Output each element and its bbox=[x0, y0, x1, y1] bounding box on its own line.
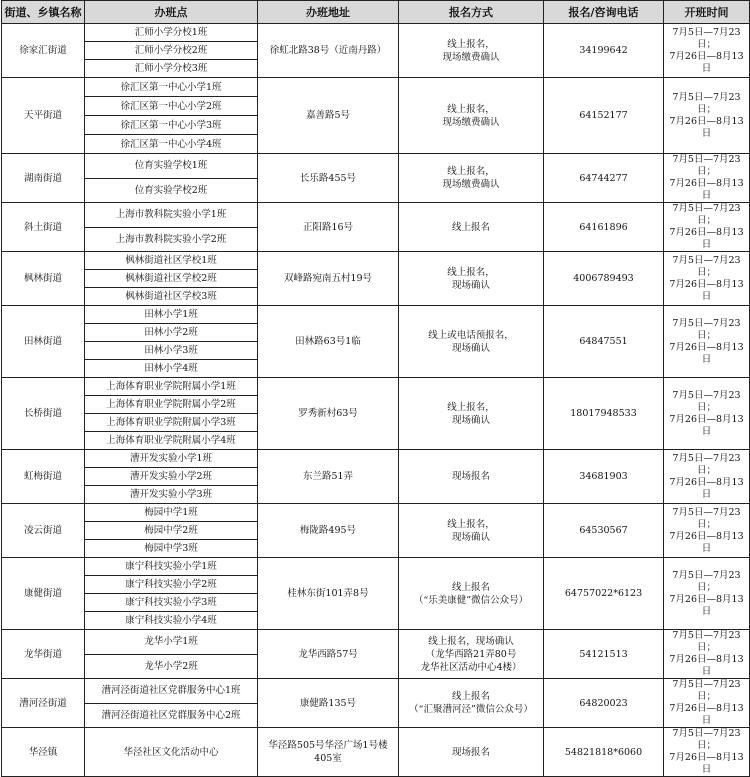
district-cell: 龙华街道 bbox=[2, 630, 85, 679]
site-cell: 枫林街道社区学校3班 bbox=[85, 288, 258, 306]
method-line: 线上报名， bbox=[447, 38, 495, 50]
site-cell: 上海体育职业学院附属小学4班 bbox=[85, 432, 258, 450]
district-cell: 田林街道 bbox=[2, 306, 85, 378]
site-cell: 华泾社区文化活动中心 bbox=[85, 728, 258, 777]
method-line: 现场缴费确认 bbox=[442, 116, 500, 128]
method-cell bbox=[399, 504, 544, 558]
phone-cell: 64744277 bbox=[544, 154, 664, 203]
phone-cell: 64152177 bbox=[544, 78, 664, 154]
time-line: 7月26日—8月13日 bbox=[669, 413, 744, 437]
method-line: 现场确认 bbox=[451, 342, 490, 354]
table-row bbox=[2, 378, 750, 396]
method-line: 线上报名，现场确认 bbox=[428, 635, 514, 647]
time-line: 7月5日—7月23日； bbox=[672, 91, 741, 115]
table-row bbox=[2, 679, 750, 704]
site-cell: 汇师小学分校3班 bbox=[85, 60, 258, 78]
time-line: 7月5日—7月23日； bbox=[672, 317, 741, 341]
table-row bbox=[2, 728, 750, 777]
method-line: 现场报名 bbox=[451, 746, 490, 758]
phone-cell: 64757022*6123 bbox=[544, 558, 664, 630]
time-cell bbox=[664, 306, 750, 378]
method-cell bbox=[399, 450, 544, 504]
site-cell: 漕开发实验小学1班 bbox=[85, 450, 258, 468]
site-cell: 田林小学3班 bbox=[85, 342, 258, 360]
phone-cell: 64161896 bbox=[544, 203, 664, 252]
phone-cell: 18017948533 bbox=[544, 378, 664, 450]
table-row bbox=[2, 504, 750, 522]
method-cell bbox=[399, 378, 544, 450]
table-row bbox=[2, 450, 750, 468]
method-cell bbox=[399, 630, 544, 679]
site-cell: 上海体育职业学院附属小学1班 bbox=[85, 378, 258, 396]
time-line: 7月26日—8月13日 bbox=[669, 278, 744, 302]
header-address: 办班地址 bbox=[258, 1, 399, 24]
district-cell: 徐家汇街道 bbox=[2, 24, 85, 78]
method-line: 龙华社区活动中心4楼） bbox=[420, 661, 522, 673]
address-cell: 康健路135号 bbox=[258, 679, 399, 728]
header-time: 开班时间 bbox=[664, 1, 750, 24]
method-line: 线上或电话预报名， bbox=[428, 329, 514, 341]
time-cell bbox=[664, 679, 750, 728]
phone-cell: 54821818*6060 bbox=[544, 728, 664, 777]
district-cell: 华泾镇 bbox=[2, 728, 85, 777]
method-line: 线上报名， bbox=[447, 166, 495, 177]
site-cell: 枫林街道社区学校1班 bbox=[85, 252, 258, 270]
address-cell: 龙华西路57号 bbox=[258, 630, 399, 679]
time-cell bbox=[664, 378, 750, 450]
method-line: 线上报名， bbox=[447, 103, 495, 115]
district-cell: 康健街道 bbox=[2, 558, 85, 630]
method-line: 现场缴费确认 bbox=[442, 51, 500, 63]
method-line: （龙华西路21弄80号 bbox=[425, 648, 517, 660]
time-line: 7月26日—8月13日 bbox=[669, 50, 744, 74]
phone-cell: 4006789493 bbox=[544, 252, 664, 306]
method-line: 现场确认 bbox=[451, 531, 490, 543]
header-site: 办班点 bbox=[85, 1, 258, 24]
table-row bbox=[2, 203, 750, 228]
enrollment-table bbox=[1, 0, 750, 777]
method-line: （“汇聚漕河泾”微信公众号） bbox=[409, 704, 533, 715]
time-line: 7月26日—8月13日 bbox=[669, 703, 744, 726]
table-row bbox=[2, 24, 750, 42]
time-cell bbox=[664, 252, 750, 306]
method-cell bbox=[399, 78, 544, 154]
district-cell: 斜土街道 bbox=[2, 203, 85, 252]
time-line: 7月5日—7月23日； bbox=[672, 630, 741, 653]
method-cell bbox=[399, 558, 544, 630]
time-line: 7月5日—7月23日； bbox=[672, 203, 741, 226]
time-line: 7月5日—7月23日； bbox=[672, 569, 741, 593]
address-cell: 田林路63号1临 bbox=[258, 306, 399, 378]
header-method: 报名方式 bbox=[399, 1, 544, 24]
address-cell: 梅陇路495号 bbox=[258, 504, 399, 558]
site-cell: 徐汇区第一中心小学1班 bbox=[85, 78, 258, 97]
district-cell: 湖南街道 bbox=[2, 154, 85, 203]
site-cell: 上海市教科院实验小学2班 bbox=[85, 227, 258, 252]
time-cell bbox=[664, 504, 750, 558]
site-cell: 漕河泾街道社区党群服务中心1班 bbox=[85, 679, 258, 704]
time-line: 7月26日—8月13日 bbox=[669, 530, 744, 554]
phone-cell: 64530567 bbox=[544, 504, 664, 558]
site-cell: 田林小学4班 bbox=[85, 360, 258, 378]
time-line: 7月5日—7月23日； bbox=[672, 506, 741, 530]
district-cell: 虹梅街道 bbox=[2, 450, 85, 504]
site-cell: 漕开发实验小学3班 bbox=[85, 486, 258, 504]
time-cell bbox=[664, 558, 750, 630]
address-cell: 双峰路宛南五村19号 bbox=[258, 252, 399, 306]
site-cell: 漕河泾街道社区党群服务中心2班 bbox=[85, 703, 258, 728]
method-line: 线上报名 bbox=[451, 581, 490, 593]
time-cell bbox=[664, 203, 750, 252]
site-cell: 田林小学2班 bbox=[85, 324, 258, 342]
time-line: 7月26日—8月13日 bbox=[669, 593, 744, 617]
district-cell: 枫林街道 bbox=[2, 252, 85, 306]
address-cell: 徐虹北路38号（近南丹路） bbox=[258, 24, 399, 78]
site-cell: 梅园中学3班 bbox=[85, 540, 258, 558]
method-line: 线上报名 bbox=[451, 221, 490, 233]
method-cell bbox=[399, 252, 544, 306]
address-cell: 长乐路455号 bbox=[258, 154, 399, 203]
table-row bbox=[2, 154, 750, 179]
header-district: 街道、乡镇名称 bbox=[2, 1, 85, 24]
method-line: 现场报名 bbox=[451, 471, 490, 482]
time-line: 7月5日—7月23日； bbox=[672, 679, 741, 702]
time-line: 7月26日—8月13日 bbox=[669, 752, 744, 775]
time-cell bbox=[664, 630, 750, 679]
address-cell: 东兰路51弄 bbox=[258, 450, 399, 504]
method-line: 线上报名， bbox=[447, 266, 495, 278]
table-body bbox=[2, 24, 750, 777]
method-line: 现场确认 bbox=[451, 414, 490, 426]
method-line: 线上报名， bbox=[447, 518, 495, 530]
site-cell: 位育实验学校1班 bbox=[85, 154, 258, 179]
table-row bbox=[2, 78, 750, 97]
time-line: 7月26日—8月13日 bbox=[669, 115, 744, 139]
method-line: 现场确认 bbox=[451, 279, 490, 291]
time-line: 7月26日—8月13日 bbox=[669, 654, 744, 677]
site-cell: 上海市教科院实验小学1班 bbox=[85, 203, 258, 228]
method-cell bbox=[399, 24, 544, 78]
time-line: 7月26日—8月13日 bbox=[669, 178, 744, 201]
time-line: 7月26日—8月13日 bbox=[669, 341, 744, 365]
site-cell: 康宁科技实验小学4班 bbox=[85, 612, 258, 630]
site-cell: 康宁科技实验小学2班 bbox=[85, 576, 258, 594]
time-line: 7月5日—7月23日； bbox=[672, 389, 741, 413]
time-cell bbox=[664, 450, 750, 504]
site-cell: 田林小学1班 bbox=[85, 306, 258, 324]
address-cell: 华泾路505号华泾广场1号楼405室 bbox=[258, 728, 399, 777]
site-cell: 汇师小学分校1班 bbox=[85, 24, 258, 42]
time-line: 7月5日—7月23日； bbox=[672, 154, 741, 177]
method-line: 线上报名 bbox=[451, 691, 490, 702]
site-cell: 梅园中学1班 bbox=[85, 504, 258, 522]
table-row bbox=[2, 306, 750, 324]
table-row bbox=[2, 252, 750, 270]
site-cell: 上海体育职业学院附属小学2班 bbox=[85, 396, 258, 414]
phone-cell: 34681903 bbox=[544, 450, 664, 504]
time-line: 7月5日—7月23日； bbox=[672, 254, 741, 278]
district-cell: 天平街道 bbox=[2, 78, 85, 154]
phone-cell: 64847551 bbox=[544, 306, 664, 378]
method-cell bbox=[399, 728, 544, 777]
time-line: 7月5日—7月23日； bbox=[672, 728, 741, 751]
site-cell: 梅园中学2班 bbox=[85, 522, 258, 540]
site-cell: 徐汇区第一中心小学3班 bbox=[85, 116, 258, 135]
method-cell bbox=[399, 679, 544, 728]
site-cell: 汇师小学分校2班 bbox=[85, 42, 258, 60]
time-cell bbox=[664, 154, 750, 203]
table-row bbox=[2, 558, 750, 576]
time-cell bbox=[664, 728, 750, 777]
address-cell: 正阳路16号 bbox=[258, 203, 399, 252]
site-cell: 漕开发实验小学2班 bbox=[85, 468, 258, 486]
method-cell bbox=[399, 306, 544, 378]
phone-cell: 64820023 bbox=[544, 679, 664, 728]
site-cell: 位育实验学校2班 bbox=[85, 178, 258, 203]
district-cell: 长桥街道 bbox=[2, 378, 85, 450]
header-phone: 报名/咨询电话 bbox=[544, 1, 664, 24]
site-cell: 枫林街道社区学校2班 bbox=[85, 270, 258, 288]
site-cell: 龙华小学2班 bbox=[85, 654, 258, 679]
time-line: 7月5日—7月23日； bbox=[672, 452, 741, 476]
method-cell bbox=[399, 154, 544, 203]
site-cell: 康宁科技实验小学1班 bbox=[85, 558, 258, 576]
phone-cell: 34199642 bbox=[544, 24, 664, 78]
site-cell: 上海体育职业学院附属小学3班 bbox=[85, 414, 258, 432]
address-cell: 罗秀新村63号 bbox=[258, 378, 399, 450]
site-cell: 龙华小学1班 bbox=[85, 630, 258, 655]
address-cell: 嘉善路5号 bbox=[258, 78, 399, 154]
time-cell bbox=[664, 24, 750, 78]
time-cell bbox=[664, 78, 750, 154]
phone-cell: 54121513 bbox=[544, 630, 664, 679]
method-line: （“乐美康健”微信公众号） bbox=[413, 594, 529, 606]
table-row bbox=[2, 630, 750, 655]
method-line: 现场缴费确认 bbox=[442, 179, 500, 190]
time-line: 7月26日—8月13日 bbox=[669, 227, 744, 250]
address-cell: 桂林东街101弄8号 bbox=[258, 558, 399, 630]
method-line: 线上报名， bbox=[447, 401, 495, 413]
site-cell: 徐汇区第一中心小学2班 bbox=[85, 97, 258, 116]
site-cell: 康宁科技实验小学3班 bbox=[85, 594, 258, 612]
header-row bbox=[2, 1, 750, 24]
district-cell: 凌云街道 bbox=[2, 504, 85, 558]
site-cell: 徐汇区第一中心小学4班 bbox=[85, 135, 258, 154]
time-line: 7月5日—7月23日； bbox=[672, 26, 741, 50]
method-cell bbox=[399, 203, 544, 252]
time-line: 7月26日—8月13日 bbox=[669, 476, 744, 500]
district-cell: 漕河泾街道 bbox=[2, 679, 85, 728]
